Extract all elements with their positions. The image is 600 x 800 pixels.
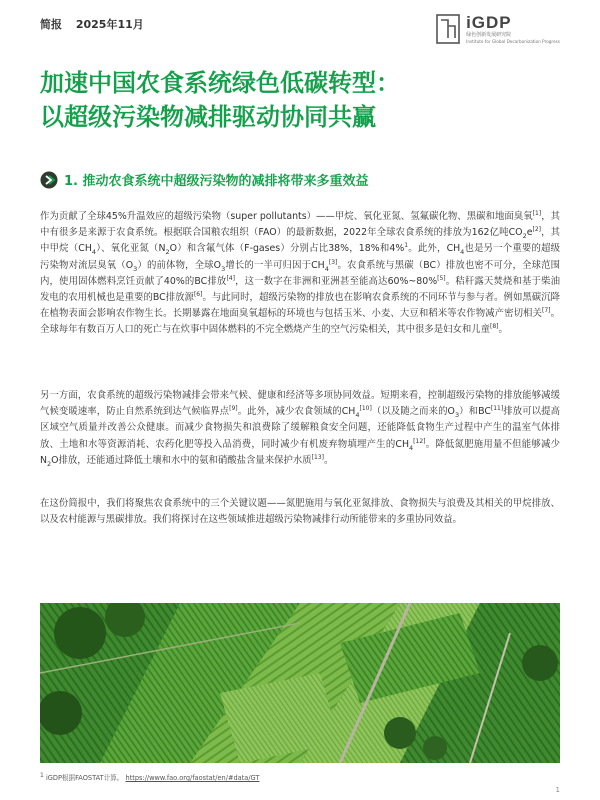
footnote-text: iGDP根据FAOSTAT计算。 (45, 774, 124, 782)
farmland-illustration (40, 603, 560, 763)
logo-brand: iGDP (466, 13, 512, 32)
igdp-logo-icon (436, 14, 460, 44)
arrow-right-circle-icon (40, 171, 58, 189)
page-header (40, 14, 560, 54)
paragraph-1: 作为贡献了全球45%升温效应的超级污染物（super pollutants）——甲烷、氧化亚氮、氢氟碳化物、黑碳和地面臭氧[1]，其中有很多是来源于农食系统。根据联合国粮农组织（FAO）的最新数据，2022年全球农食系统的排放为162亿吨$CO_2e[2]$，其中甲烷$(CH_4)$、氧化亚氮$(N_2O)$和含氟气体（F-gases）分别占比38%，18%和4%$^1$。此外，$CH_4$也是另一个重要的超级污染物对流层臭氧$(O_3)$的前体物，全球$O_3$增长的一半可归因于$CH_4[3]$。农食系统与黑碳（BC）排放也密不可分，全球范围内，使用固体燃料烹饪贡献了40%的BC排放[4]，这一数字在非洲和亚洲甚至能高达60%~80%[5]。秸秆露天焚烧和基于柴油发电的农用机械也是重要的BC排放源[6]。与此同时，超级污染物的排放也在影响农食系统的不同环节与参与者。例如黑碳沉降在植物表面会影响农作物生长。长期暴露在地面臭氧超标的环境也与包括玉米、小麦、大豆和稻米等农作物减产密切相关[7]。全球每年有数百万人口的死亡与在炊事中固体燃料的不完全燃烧产生的空气污染相关，其中很多是妇女和儿童[8]。 (40, 209, 560, 336)
aerial-farmland-photo (40, 603, 560, 763)
logo-en-name: Institute for Global Decarbonization Progress (466, 39, 560, 44)
doc-date: 2025年11月 (75, 18, 144, 31)
section-title: 1. 推动农食系统中超级污染物的减排将带来多重效益 (64, 174, 369, 189)
footnote-mark: 1 (40, 771, 44, 779)
section-heading (40, 170, 560, 189)
igdp-logo (436, 14, 560, 45)
footnote-link[interactable]: https://www.fao.org/faostat/en/#data/GT (125, 774, 260, 782)
page-number: 1 (555, 786, 560, 794)
logo-cn-name: 绿色创新发展研究院 (466, 32, 512, 38)
header-meta (40, 16, 154, 32)
page-title (40, 66, 560, 134)
title-line-1: 加速中国农食系统绿色低碳转型： (40, 69, 400, 97)
doc-type: 简报 (40, 18, 62, 31)
paragraph-3: 在这份简报中，我们将聚焦农食系统中的三个关键议题——氮肥施用与氧化亚氮排放、食物损失与浪费及其相关的甲烷排放、以及农村能源与黑碳排放。我们将探讨在这些领域推进超级污染物减排行动所能带来的多重协同效益。 (40, 498, 560, 526)
title-line-2: 以超级污染物减排驱动协同共赢 (40, 103, 376, 131)
footnote (40, 772, 560, 782)
paragraph-2: 另一方面，农食系统的超级污染物减排会带来气候、健康和经济等多项协同效益。短期来看，控制超级污染物的排放能够减缓气候变暖速率，防止自然系统到达气候临界点[9]。此外，减少农食领域的$CH_4[10]$（以及随之而来的$O_3$）和BC[11]排放可以提高区域空气质量并改善公众健康。而减少食物损失和浪费除了缓解粮食安全问题，还能降低食物生产过程中产生的温室气体排放、土地和水等资源消耗、农药化肥等投入品消费，同时减少有机废弃物填埋产生的$CH_4[12]$。降低氮肥施用量不但能够减少$N_2O$排放，还能通过降低土壤和水中的氨和硝酸盐含量来保护水质[13]。 (40, 390, 560, 468)
